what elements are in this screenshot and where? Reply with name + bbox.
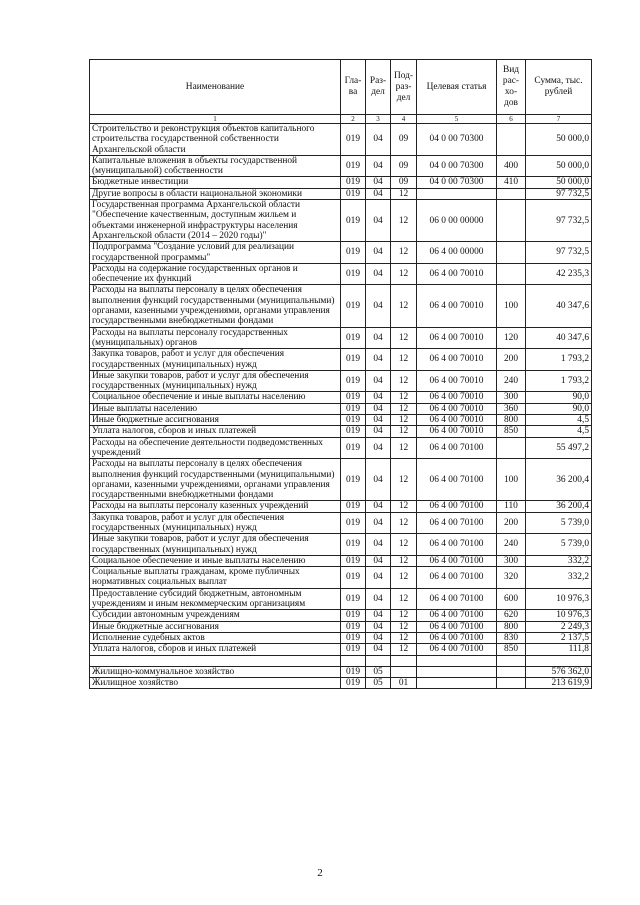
table-row — [90, 459, 592, 501]
row-glava-cell: 019 — [341, 555, 366, 566]
table-row — [90, 349, 592, 371]
row-statya-cell — [417, 188, 497, 199]
table-row — [90, 555, 592, 566]
row-razdel-cell: 04 — [366, 370, 391, 392]
row-sum-cell: 10 976,3 — [526, 588, 592, 610]
row-name-cell: Иные закупки товаров, работ и услуг для обеспечения государственных (муниципальных) нужд — [90, 370, 341, 392]
row-sum-cell: 213 619,9 — [526, 677, 592, 688]
row-razdel-cell: 04 — [366, 512, 391, 534]
row-podrazdel-cell: 12 — [391, 285, 417, 327]
row-sum-cell: 10 976,3 — [526, 610, 592, 621]
row-podrazdel-cell: 12 — [391, 327, 417, 349]
row-glava-cell: 019 — [341, 370, 366, 392]
row-statya-cell: 06 4 00 70100 — [417, 437, 497, 459]
row-name-cell: Субсидии автономным учреждениям — [90, 610, 341, 621]
row-statya-cell: 06 4 00 70010 — [417, 285, 497, 327]
row-glava-cell: 019 — [341, 621, 366, 632]
row-vid-cell: 100 — [497, 459, 526, 501]
column-number: 4 — [391, 115, 417, 124]
row-glava-cell — [341, 655, 366, 666]
row-vid-cell: 620 — [497, 610, 526, 621]
table-row — [90, 200, 592, 242]
table-row — [90, 242, 592, 264]
row-razdel-cell: 04 — [366, 155, 391, 177]
table-row — [90, 588, 592, 610]
row-razdel-cell: 04 — [366, 567, 391, 589]
row-vid-cell: 850 — [497, 426, 526, 437]
row-razdel-cell: 04 — [366, 327, 391, 349]
row-glava-cell: 019 — [341, 124, 366, 156]
row-vid-cell: 800 — [497, 621, 526, 632]
row-podrazdel-cell — [391, 666, 417, 677]
row-sum-cell: 50 000,0 — [526, 155, 592, 177]
row-podrazdel-cell: 12 — [391, 501, 417, 512]
table-body — [90, 124, 592, 689]
row-razdel-cell: 04 — [366, 555, 391, 566]
row-name-cell: Социальное обеспечение и иные выплаты населению — [90, 392, 341, 403]
row-sum-cell: 332,2 — [526, 567, 592, 589]
row-vid-cell — [497, 666, 526, 677]
row-sum-cell: 36 200,4 — [526, 459, 592, 501]
row-razdel-cell — [366, 655, 391, 666]
page-number: 2 — [317, 867, 323, 879]
row-glava-cell: 019 — [341, 437, 366, 459]
row-vid-cell: 830 — [497, 632, 526, 643]
row-sum-cell: 4,5 — [526, 415, 592, 426]
row-name-cell: Расходы на выплаты персоналу в целях обеспечения выполнения функций государственными (муниципальными) органами, казенными учреждениями, органами управления государственными внебюджетными фондами — [90, 285, 341, 327]
row-podrazdel-cell: 12 — [391, 555, 417, 566]
header-razdel: Раз-дел — [366, 60, 391, 115]
row-vid-cell: 410 — [497, 177, 526, 188]
row-razdel-cell: 04 — [366, 403, 391, 414]
row-name-cell: Расходы на выплаты персоналу государственных (муниципальных) органов — [90, 327, 341, 349]
row-razdel-cell: 04 — [366, 459, 391, 501]
row-name-cell: Исполнение судебных актов — [90, 632, 341, 643]
row-razdel-cell: 04 — [366, 242, 391, 264]
table-row — [90, 632, 592, 643]
row-name-cell: Уплата налогов, сборов и иных платежей — [90, 426, 341, 437]
row-statya-cell: 06 0 00 00000 — [417, 200, 497, 242]
row-glava-cell: 019 — [341, 327, 366, 349]
table-row — [90, 177, 592, 188]
row-sum-cell: 2 137,5 — [526, 632, 592, 643]
row-name-cell: Подпрограмма "Создание условий для реализации государственной программы" — [90, 242, 341, 264]
row-razdel-cell: 04 — [366, 285, 391, 327]
row-name-cell: Расходы на выплаты персоналу в целях обеспечения выполнения функций государственными (муниципальными) органами, казенными учреждениями, органами управления государственными внебюджетными фондами — [90, 459, 341, 501]
row-sum-cell: 42 235,3 — [526, 263, 592, 285]
row-statya-cell: 06 4 00 70100 — [417, 610, 497, 621]
row-statya-cell: 06 4 00 70010 — [417, 370, 497, 392]
table-row — [90, 501, 592, 512]
row-razdel-cell: 04 — [366, 415, 391, 426]
table-row — [90, 403, 592, 414]
row-razdel-cell: 04 — [366, 124, 391, 156]
row-podrazdel-cell: 09 — [391, 177, 417, 188]
row-vid-cell — [497, 124, 526, 156]
row-razdel-cell: 04 — [366, 177, 391, 188]
header-podrazdel: Под-раз-дел — [391, 60, 417, 115]
table-row — [90, 155, 592, 177]
row-statya-cell: 06 4 00 70010 — [417, 392, 497, 403]
row-razdel-cell: 04 — [366, 437, 391, 459]
table-row — [90, 327, 592, 349]
row-sum-cell: 576 362,0 — [526, 666, 592, 677]
row-glava-cell: 019 — [341, 677, 366, 688]
row-podrazdel-cell: 12 — [391, 632, 417, 643]
row-name-cell: Строительство и реконструкция объектов капитального строительства государственной собственности Архангельской области — [90, 124, 341, 156]
row-razdel-cell: 04 — [366, 188, 391, 199]
column-number: 7 — [526, 115, 592, 124]
row-sum-cell: 4,5 — [526, 426, 592, 437]
table-row — [90, 124, 592, 156]
row-statya-cell: 06 4 00 70100 — [417, 512, 497, 534]
table-row — [90, 666, 592, 677]
row-podrazdel-cell: 09 — [391, 155, 417, 177]
row-podrazdel-cell: 12 — [391, 459, 417, 501]
row-statya-cell: 06 4 00 70100 — [417, 567, 497, 589]
row-vid-cell: 850 — [497, 644, 526, 655]
row-razdel-cell: 04 — [366, 349, 391, 371]
row-glava-cell: 019 — [341, 459, 366, 501]
row-sum-cell: 1 793,2 — [526, 370, 592, 392]
row-podrazdel-cell: 12 — [391, 415, 417, 426]
row-razdel-cell: 04 — [366, 644, 391, 655]
column-number: 5 — [417, 115, 497, 124]
row-glava-cell: 019 — [341, 285, 366, 327]
row-name-cell: Жилищно-коммунальное хозяйство — [90, 666, 341, 677]
table-row — [90, 263, 592, 285]
row-name-cell: Предоставление субсидий бюджетным, автономным учреждениям и иным некоммерческим организациям — [90, 588, 341, 610]
row-statya-cell: 06 4 00 70010 — [417, 263, 497, 285]
row-statya-cell: 04 0 00 70300 — [417, 177, 497, 188]
row-statya-cell: 06 4 00 70010 — [417, 349, 497, 371]
row-statya-cell — [417, 655, 497, 666]
row-glava-cell: 019 — [341, 155, 366, 177]
row-razdel-cell: 04 — [366, 426, 391, 437]
table-row — [90, 677, 592, 688]
row-glava-cell: 019 — [341, 263, 366, 285]
row-glava-cell: 019 — [341, 392, 366, 403]
row-podrazdel-cell: 12 — [391, 403, 417, 414]
row-glava-cell: 019 — [341, 632, 366, 643]
table-row — [90, 415, 592, 426]
row-glava-cell: 019 — [341, 177, 366, 188]
row-vid-cell: 200 — [497, 349, 526, 371]
row-sum-cell: 1 793,2 — [526, 349, 592, 371]
table-row — [90, 644, 592, 655]
row-glava-cell: 019 — [341, 610, 366, 621]
header-summa: Сумма, тыс. рублей — [526, 60, 592, 115]
row-name-cell: Закупка товаров, работ и услуг для обеспечения государственных (муниципальных) нужд — [90, 349, 341, 371]
row-statya-cell: 06 4 00 70100 — [417, 501, 497, 512]
row-glava-cell: 019 — [341, 588, 366, 610]
row-razdel-cell: 04 — [366, 534, 391, 556]
table-header-row — [90, 60, 592, 115]
row-name-cell: Закупка товаров, работ и услуг для обеспечения государственных (муниципальных) нужд — [90, 512, 341, 534]
row-glava-cell: 019 — [341, 567, 366, 589]
row-statya-cell — [417, 677, 497, 688]
row-name-cell: Расходы на выплаты персоналу казенных учреждений — [90, 501, 341, 512]
row-razdel-cell: 04 — [366, 632, 391, 643]
row-sum-cell: 97 732,5 — [526, 242, 592, 264]
row-podrazdel-cell: 12 — [391, 392, 417, 403]
row-sum-cell: 40 347,6 — [526, 327, 592, 349]
row-statya-cell: 06 4 00 70100 — [417, 621, 497, 632]
row-glava-cell: 019 — [341, 534, 366, 556]
row-statya-cell: 06 4 00 70010 — [417, 327, 497, 349]
table-row — [90, 437, 592, 459]
row-sum-cell: 97 732,5 — [526, 188, 592, 199]
row-name-cell: Уплата налогов, сборов и иных платежей — [90, 644, 341, 655]
row-name-cell: Расходы на содержание государственных органов и обеспечение их функций — [90, 263, 341, 285]
row-podrazdel-cell: 12 — [391, 567, 417, 589]
row-vid-cell — [497, 242, 526, 264]
row-sum-cell: 55 497,2 — [526, 437, 592, 459]
row-statya-cell: 06 4 00 70100 — [417, 644, 497, 655]
column-number: 2 — [341, 115, 366, 124]
table-row — [90, 567, 592, 589]
row-vid-cell — [497, 437, 526, 459]
row-statya-cell: 04 0 00 70300 — [417, 155, 497, 177]
column-number: 1 — [90, 115, 341, 124]
row-vid-cell: 100 — [497, 285, 526, 327]
row-sum-cell: 332,2 — [526, 555, 592, 566]
row-vid-cell: 800 — [497, 415, 526, 426]
row-vid-cell — [497, 655, 526, 666]
row-glava-cell: 019 — [341, 644, 366, 655]
row-sum-cell: 90,0 — [526, 403, 592, 414]
row-name-cell: Государственная программа Архангельской области "Обеспечение качественным, доступным жильем и объектами инженерной инфраструктуры населения Архангельской области (2014 – 2020 годы)" — [90, 200, 341, 242]
row-vid-cell: 360 — [497, 403, 526, 414]
row-glava-cell: 019 — [341, 501, 366, 512]
column-number: 3 — [366, 115, 391, 124]
row-podrazdel-cell — [391, 655, 417, 666]
row-name-cell: Капитальные вложения в объекты государственной (муниципальной) собственности — [90, 155, 341, 177]
row-podrazdel-cell: 12 — [391, 610, 417, 621]
row-name-cell: Другие вопросы в области национальной экономики — [90, 188, 341, 199]
row-statya-cell: 06 4 00 70010 — [417, 403, 497, 414]
row-sum-cell: 2 249,3 — [526, 621, 592, 632]
row-name-cell: Расходы на обеспечение деятельности подведомственных учреждений — [90, 437, 341, 459]
row-sum-cell: 5 739,0 — [526, 534, 592, 556]
row-vid-cell: 320 — [497, 567, 526, 589]
row-statya-cell: 06 4 00 70010 — [417, 415, 497, 426]
row-glava-cell: 019 — [341, 242, 366, 264]
row-sum-cell — [526, 655, 592, 666]
row-name-cell: Иные бюджетные ассигнования — [90, 415, 341, 426]
row-sum-cell: 36 200,4 — [526, 501, 592, 512]
header-statya: Целевая статья — [417, 60, 497, 115]
row-sum-cell: 111,8 — [526, 644, 592, 655]
row-statya-cell: 06 4 00 00000 — [417, 242, 497, 264]
row-razdel-cell: 05 — [366, 677, 391, 688]
row-vid-cell: 300 — [497, 392, 526, 403]
row-podrazdel-cell: 01 — [391, 677, 417, 688]
row-glava-cell: 019 — [341, 403, 366, 414]
row-name-cell: Социальное обеспечение и иные выплаты населению — [90, 555, 341, 566]
row-name-cell: Жилищное хозяйство — [90, 677, 341, 688]
row-name-cell: Бюджетные инвестиции — [90, 177, 341, 188]
table-row — [90, 655, 592, 666]
table-row — [90, 370, 592, 392]
row-podrazdel-cell: 12 — [391, 242, 417, 264]
table-row — [90, 621, 592, 632]
row-sum-cell: 50 000,0 — [526, 177, 592, 188]
row-statya-cell: 04 0 00 70300 — [417, 124, 497, 156]
row-vid-cell — [497, 263, 526, 285]
row-vid-cell: 600 — [497, 588, 526, 610]
row-sum-cell: 97 732,5 — [526, 200, 592, 242]
row-glava-cell: 019 — [341, 200, 366, 242]
budget-table — [89, 59, 592, 689]
row-podrazdel-cell: 12 — [391, 349, 417, 371]
row-statya-cell: 06 4 00 70100 — [417, 555, 497, 566]
row-podrazdel-cell: 12 — [391, 644, 417, 655]
row-razdel-cell: 04 — [366, 621, 391, 632]
row-statya-cell: 06 4 00 70100 — [417, 534, 497, 556]
row-vid-cell: 400 — [497, 155, 526, 177]
row-podrazdel-cell: 12 — [391, 621, 417, 632]
row-podrazdel-cell: 12 — [391, 588, 417, 610]
row-glava-cell: 019 — [341, 188, 366, 199]
row-vid-cell: 110 — [497, 501, 526, 512]
row-glava-cell: 019 — [341, 426, 366, 437]
row-statya-cell: 06 4 00 70100 — [417, 632, 497, 643]
row-glava-cell: 019 — [341, 349, 366, 371]
row-name-cell — [90, 655, 341, 666]
table-row — [90, 188, 592, 199]
row-razdel-cell: 04 — [366, 263, 391, 285]
row-razdel-cell: 04 — [366, 392, 391, 403]
row-podrazdel-cell: 12 — [391, 200, 417, 242]
row-statya-cell: 06 4 00 70100 — [417, 588, 497, 610]
row-glava-cell: 019 — [341, 666, 366, 677]
row-podrazdel-cell: 12 — [391, 426, 417, 437]
row-podrazdel-cell: 12 — [391, 370, 417, 392]
table-row — [90, 512, 592, 534]
row-statya-cell: 06 4 00 70100 — [417, 459, 497, 501]
row-razdel-cell: 04 — [366, 501, 391, 512]
column-number-row — [90, 115, 592, 124]
row-podrazdel-cell: 12 — [391, 512, 417, 534]
row-sum-cell: 40 347,6 — [526, 285, 592, 327]
row-glava-cell: 019 — [341, 512, 366, 534]
row-razdel-cell: 04 — [366, 200, 391, 242]
row-statya-cell — [417, 666, 497, 677]
row-statya-cell: 06 4 00 70010 — [417, 426, 497, 437]
row-vid-cell: 300 — [497, 555, 526, 566]
table-row — [90, 285, 592, 327]
row-vid-cell: 240 — [497, 534, 526, 556]
row-razdel-cell: 05 — [366, 666, 391, 677]
row-sum-cell: 90,0 — [526, 392, 592, 403]
table-row — [90, 610, 592, 621]
column-number: 6 — [497, 115, 526, 124]
row-podrazdel-cell: 12 — [391, 437, 417, 459]
table-row — [90, 392, 592, 403]
header-vid: Вид рас-хо-дов — [497, 60, 526, 115]
table-row — [90, 426, 592, 437]
row-sum-cell: 50 000,0 — [526, 124, 592, 156]
row-podrazdel-cell: 12 — [391, 263, 417, 285]
row-name-cell: Иные выплаты населению — [90, 403, 341, 414]
table-row — [90, 534, 592, 556]
row-vid-cell: 120 — [497, 327, 526, 349]
row-name-cell: Иные закупки товаров, работ и услуг для обеспечения государственных (муниципальных) нужд — [90, 534, 341, 556]
row-podrazdel-cell: 12 — [391, 534, 417, 556]
row-vid-cell — [497, 677, 526, 688]
row-name-cell: Иные бюджетные ассигнования — [90, 621, 341, 632]
row-razdel-cell: 04 — [366, 610, 391, 621]
header-glava: Гла-ва — [341, 60, 366, 115]
row-podrazdel-cell: 09 — [391, 124, 417, 156]
row-razdel-cell: 04 — [366, 588, 391, 610]
row-vid-cell — [497, 200, 526, 242]
row-sum-cell: 5 739,0 — [526, 512, 592, 534]
row-glava-cell: 019 — [341, 415, 366, 426]
row-vid-cell: 200 — [497, 512, 526, 534]
header-name: Наименование — [90, 60, 341, 115]
row-podrazdel-cell: 12 — [391, 188, 417, 199]
row-name-cell: Социальные выплаты гражданам, кроме публичных нормативных социальных выплат — [90, 567, 341, 589]
row-vid-cell: 240 — [497, 370, 526, 392]
row-vid-cell — [497, 188, 526, 199]
